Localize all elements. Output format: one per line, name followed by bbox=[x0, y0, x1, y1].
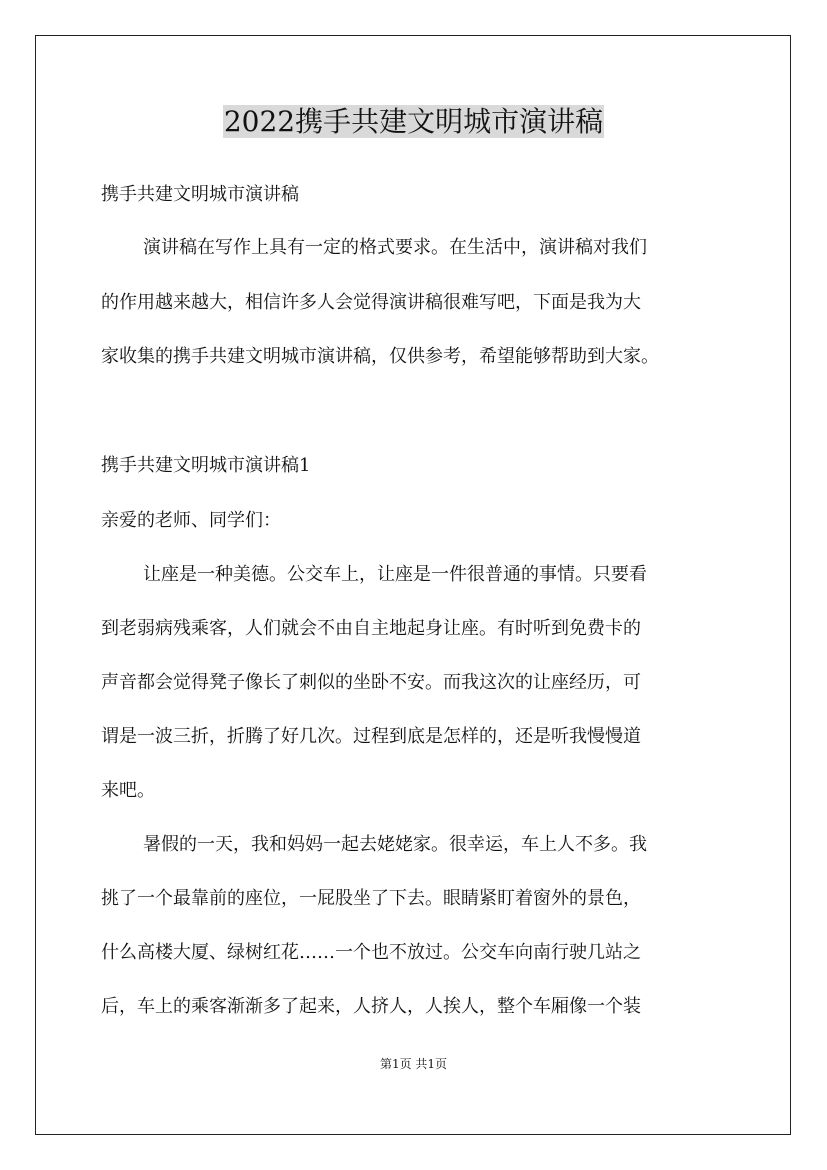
intro-line: 演讲稿在写作上具有一定的格式要求。在生活中，演讲稿对我们 bbox=[143, 237, 647, 258]
paragraph-line: 来吧。 bbox=[101, 780, 155, 801]
document-title bbox=[0, 100, 827, 144]
section-heading: 携手共建文明城市演讲稿1 bbox=[101, 455, 311, 476]
document-title-text: 2022携手共建文明城市演讲稿 bbox=[223, 105, 604, 138]
intro-line: 家收集的携手共建文明城市演讲稿，仅供参考，希望能够帮助到大家。 bbox=[101, 346, 659, 367]
paragraph-line: 暑假的一天，我和妈妈一起去姥姥家。很幸运，车上人不多。我 bbox=[143, 834, 647, 855]
intro-line: 的作用越来越大，相信许多人会觉得演讲稿很难写吧，下面是我为大 bbox=[101, 292, 641, 313]
paragraph-line: 挑了一个最靠前的座位，一屁股坐了下去。眼睛紧盯着窗外的景色， bbox=[101, 888, 641, 909]
page-footer: 第1页 共1页 bbox=[379, 1057, 448, 1071]
paragraph-line: 后，车上的乘客渐渐多了起来，人挤人，人挨人，整个车厢像一个装 bbox=[101, 996, 641, 1017]
paragraph-line: 让座是一种美德。公交车上，让座是一件很普通的事情。只要看 bbox=[143, 564, 647, 585]
paragraph-line: 声音都会觉得凳子像长了刺似的坐卧不安。而我这次的让座经历，可 bbox=[101, 672, 641, 693]
document-subtitle: 携手共建文明城市演讲稿 bbox=[101, 184, 299, 205]
paragraph-line: 到老弱病残乘客，人们就会不由自主地起身让座。有时听到免费卡的 bbox=[101, 618, 641, 639]
salutation: 亲爱的老师、同学们： bbox=[101, 510, 281, 531]
paragraph-line: 什么高楼大厦、绿树红花……一个也不放过。公交车向南行驶几站之 bbox=[101, 942, 641, 963]
paragraph-line: 谓是一波三折，折腾了好几次。过程到底是怎样的，还是听我慢慢道 bbox=[101, 726, 641, 747]
